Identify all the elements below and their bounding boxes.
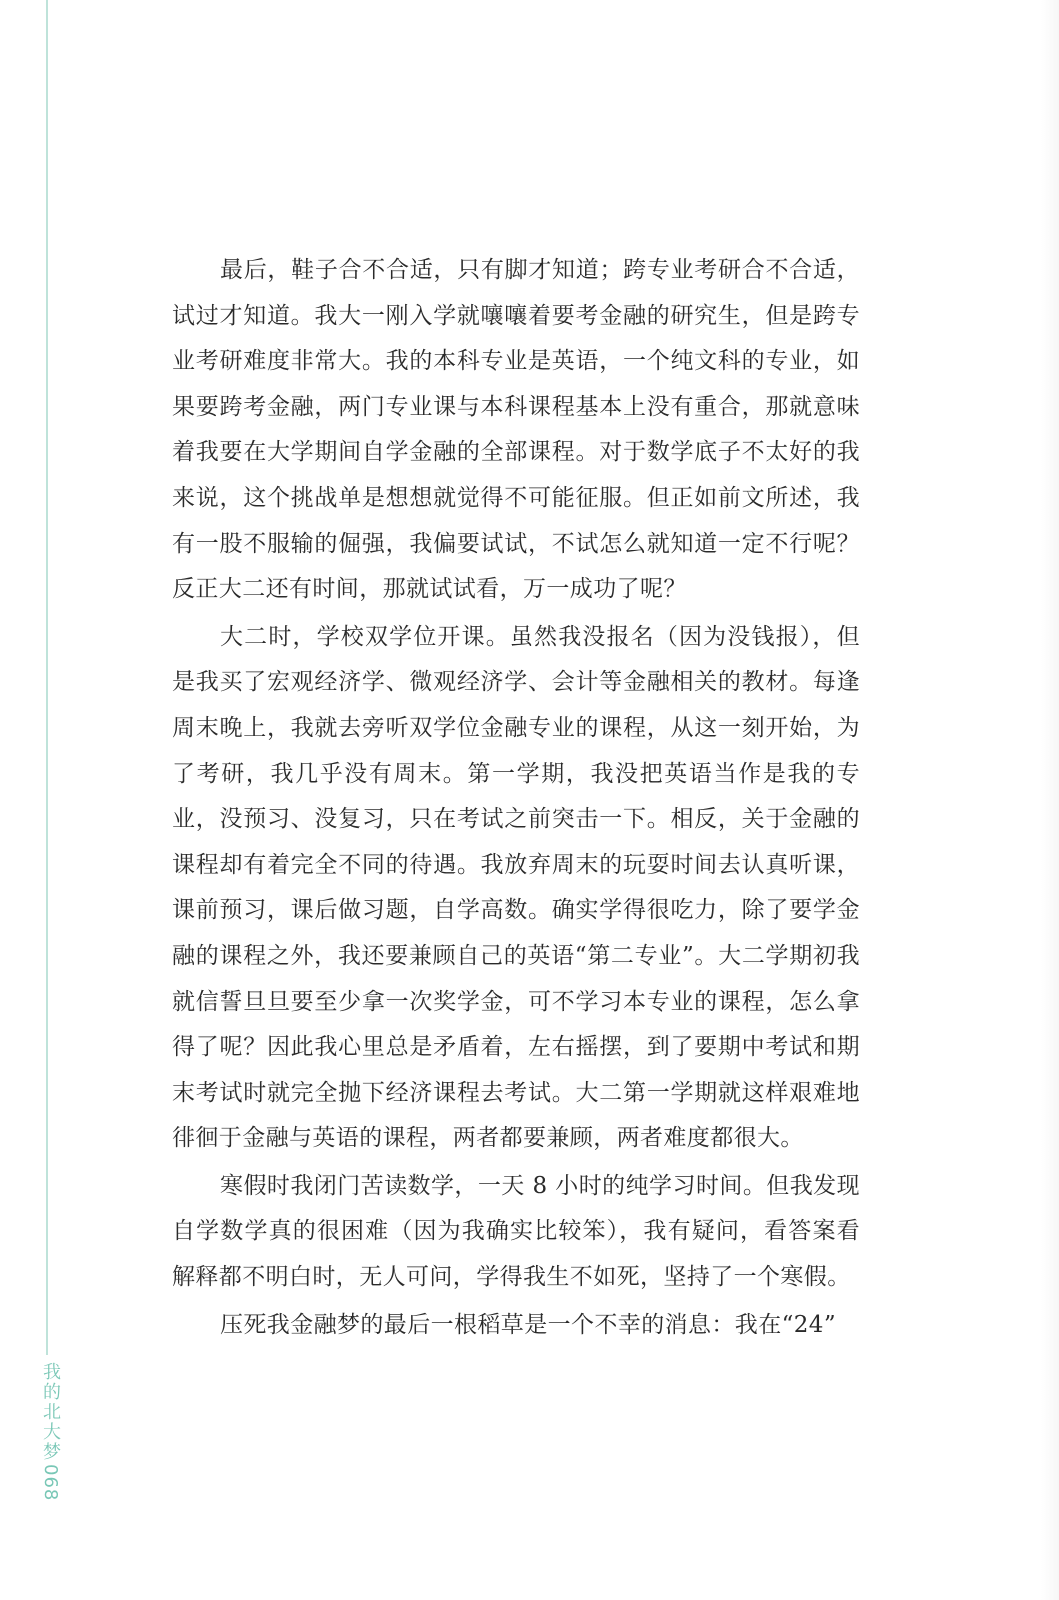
page-edge-shadow <box>1041 0 1059 1600</box>
body-text <box>172 248 860 1348</box>
paragraph-4: 压死我金融梦的最后一根稻草是一个不幸的消息：我在“24” <box>220 1311 836 1338</box>
paragraph-2: 大二时，学校双学位开课。虽然我没报名（因为没钱报），但是我买了宏观经济学、微观经济学、会计等金融相关的教材。每逢周末晚上，我就去旁听双学位金融专业的课程，从这一刻开始，为了考研，我几乎没有周末。第一学期，我没把英语当作是我的专业，没预习、没复习，只在考试之前突击一下。相反，关于金融的课程却有着完全不同的待遇。我放弃周末的玩耍时间去认真听课，课前预习，课后做习题，自学高数。确实学得很吃力，除了要学金融的课程之外，我还要兼顾自己的英语“第二专业”。大二学期初我就信誓旦旦要至少拿一次奖学金，可不学习本专业的课程，怎么拿得了呢？因此我心里总是矛盾着，左右摇摆，到了要期中考试和期末考试时就完全抛下经济课程去考试。大二第一学期就这样艰难地徘徊于金融与英语的课程，两者都要兼顾，两者难度都很大。 <box>172 623 860 1152</box>
paragraph-1: 最后，鞋子合不合适，只有脚才知道；跨专业考研合不合适，试过才知道。我大一刚入学就嚷嚷着要考金融的研究生，但是跨专业考研难度非常大。我的本科专业是英语，一个纯文科的专业，如果要跨考金融，两门专业课与本科课程基本上没有重合，那就意味着我要在大学期间自学金融的全部课程。对于数学底子不太好的我来说，这个挑战单是想想就觉得不可能征服。但正如前文所述，我有一股不服输的倔强，我偏要试试，不试怎么就知道一定不行呢？反正大二还有时间，那就试试看，万一成功了呢？ <box>172 257 860 603</box>
paragraph-3: 寒假时我闭门苦读数学，一天 8 小时的纯学习时间。但我发现自学数学真的很困难（因为我确实比较笨），我有疑问，看答案看解释都不明白时，无人可问，学得我生不如死，坚持了一个寒假。 <box>172 1172 860 1291</box>
page-number: 068 <box>40 1464 61 1502</box>
margin-rule <box>46 0 48 1355</box>
running-title: 我的北大梦 <box>40 1362 61 1462</box>
